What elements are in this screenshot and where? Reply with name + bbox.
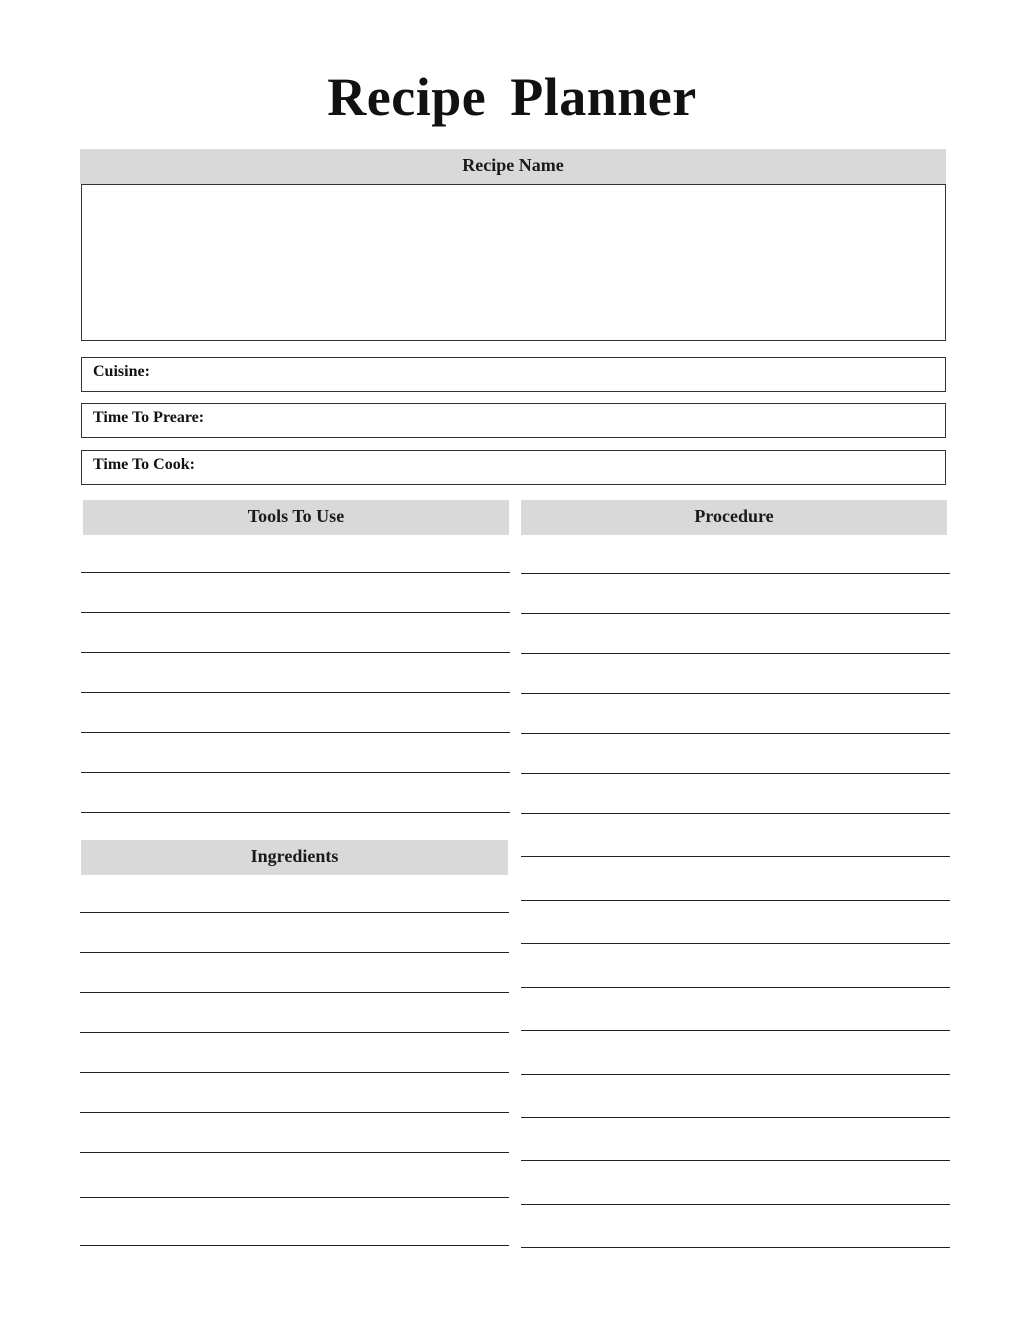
procedure-write-line[interactable] xyxy=(521,733,950,734)
page-title: Recipe Planner xyxy=(327,67,697,127)
procedure-write-line[interactable] xyxy=(521,613,950,614)
ingredients-write-line[interactable] xyxy=(80,912,509,913)
ingredients-write-line[interactable] xyxy=(80,1112,509,1113)
procedure-label: Procedure xyxy=(694,506,774,526)
procedure-write-line[interactable] xyxy=(521,1074,950,1075)
procedure-write-line[interactable] xyxy=(521,653,950,654)
procedure-write-line[interactable] xyxy=(521,900,950,901)
ingredients-write-line[interactable] xyxy=(80,1245,509,1246)
procedure-write-line[interactable] xyxy=(521,1160,950,1161)
procedure-write-line[interactable] xyxy=(521,773,950,774)
procedure-write-line[interactable] xyxy=(521,1030,950,1031)
procedure-header xyxy=(521,500,947,535)
recipe-name-header xyxy=(80,149,946,184)
tools-header xyxy=(83,500,509,535)
tools-write-line[interactable] xyxy=(81,772,510,773)
procedure-write-line[interactable] xyxy=(521,813,950,814)
time-to-cook-field[interactable] xyxy=(81,450,946,485)
recipe-name-input[interactable] xyxy=(81,184,946,341)
ingredients-write-line[interactable] xyxy=(80,992,509,993)
ingredients-write-line[interactable] xyxy=(80,1032,509,1033)
ingredients-header xyxy=(81,840,508,875)
time-to-prepare-field[interactable] xyxy=(81,403,946,438)
tools-label: Tools To Use xyxy=(247,506,345,526)
procedure-write-line[interactable] xyxy=(521,1247,950,1248)
cuisine-label: Cuisine: xyxy=(93,363,150,380)
tools-write-line[interactable] xyxy=(81,572,510,573)
procedure-write-line[interactable] xyxy=(521,987,950,988)
procedure-write-line[interactable] xyxy=(521,1204,950,1205)
tools-write-line[interactable] xyxy=(81,612,510,613)
tools-write-line[interactable] xyxy=(81,652,510,653)
time-to-prepare-label: Time To Preare: xyxy=(93,409,205,426)
tools-write-line[interactable] xyxy=(81,692,510,693)
cuisine-field[interactable] xyxy=(81,357,946,392)
ingredients-write-line[interactable] xyxy=(80,1197,509,1198)
ingredients-write-line[interactable] xyxy=(80,952,509,953)
procedure-write-line[interactable] xyxy=(521,693,950,694)
recipe-name-label: Recipe Name xyxy=(462,155,564,175)
procedure-write-line[interactable] xyxy=(521,943,950,944)
time-to-cook-label: Time To Cook: xyxy=(93,456,195,473)
tools-write-line[interactable] xyxy=(81,812,510,813)
procedure-write-line[interactable] xyxy=(521,856,950,857)
tools-write-line[interactable] xyxy=(81,732,510,733)
ingredients-write-line[interactable] xyxy=(80,1072,509,1073)
ingredients-label: Ingredients xyxy=(250,846,339,866)
procedure-write-line[interactable] xyxy=(521,573,950,574)
ingredients-write-line[interactable] xyxy=(80,1152,509,1153)
procedure-write-line[interactable] xyxy=(521,1117,950,1118)
